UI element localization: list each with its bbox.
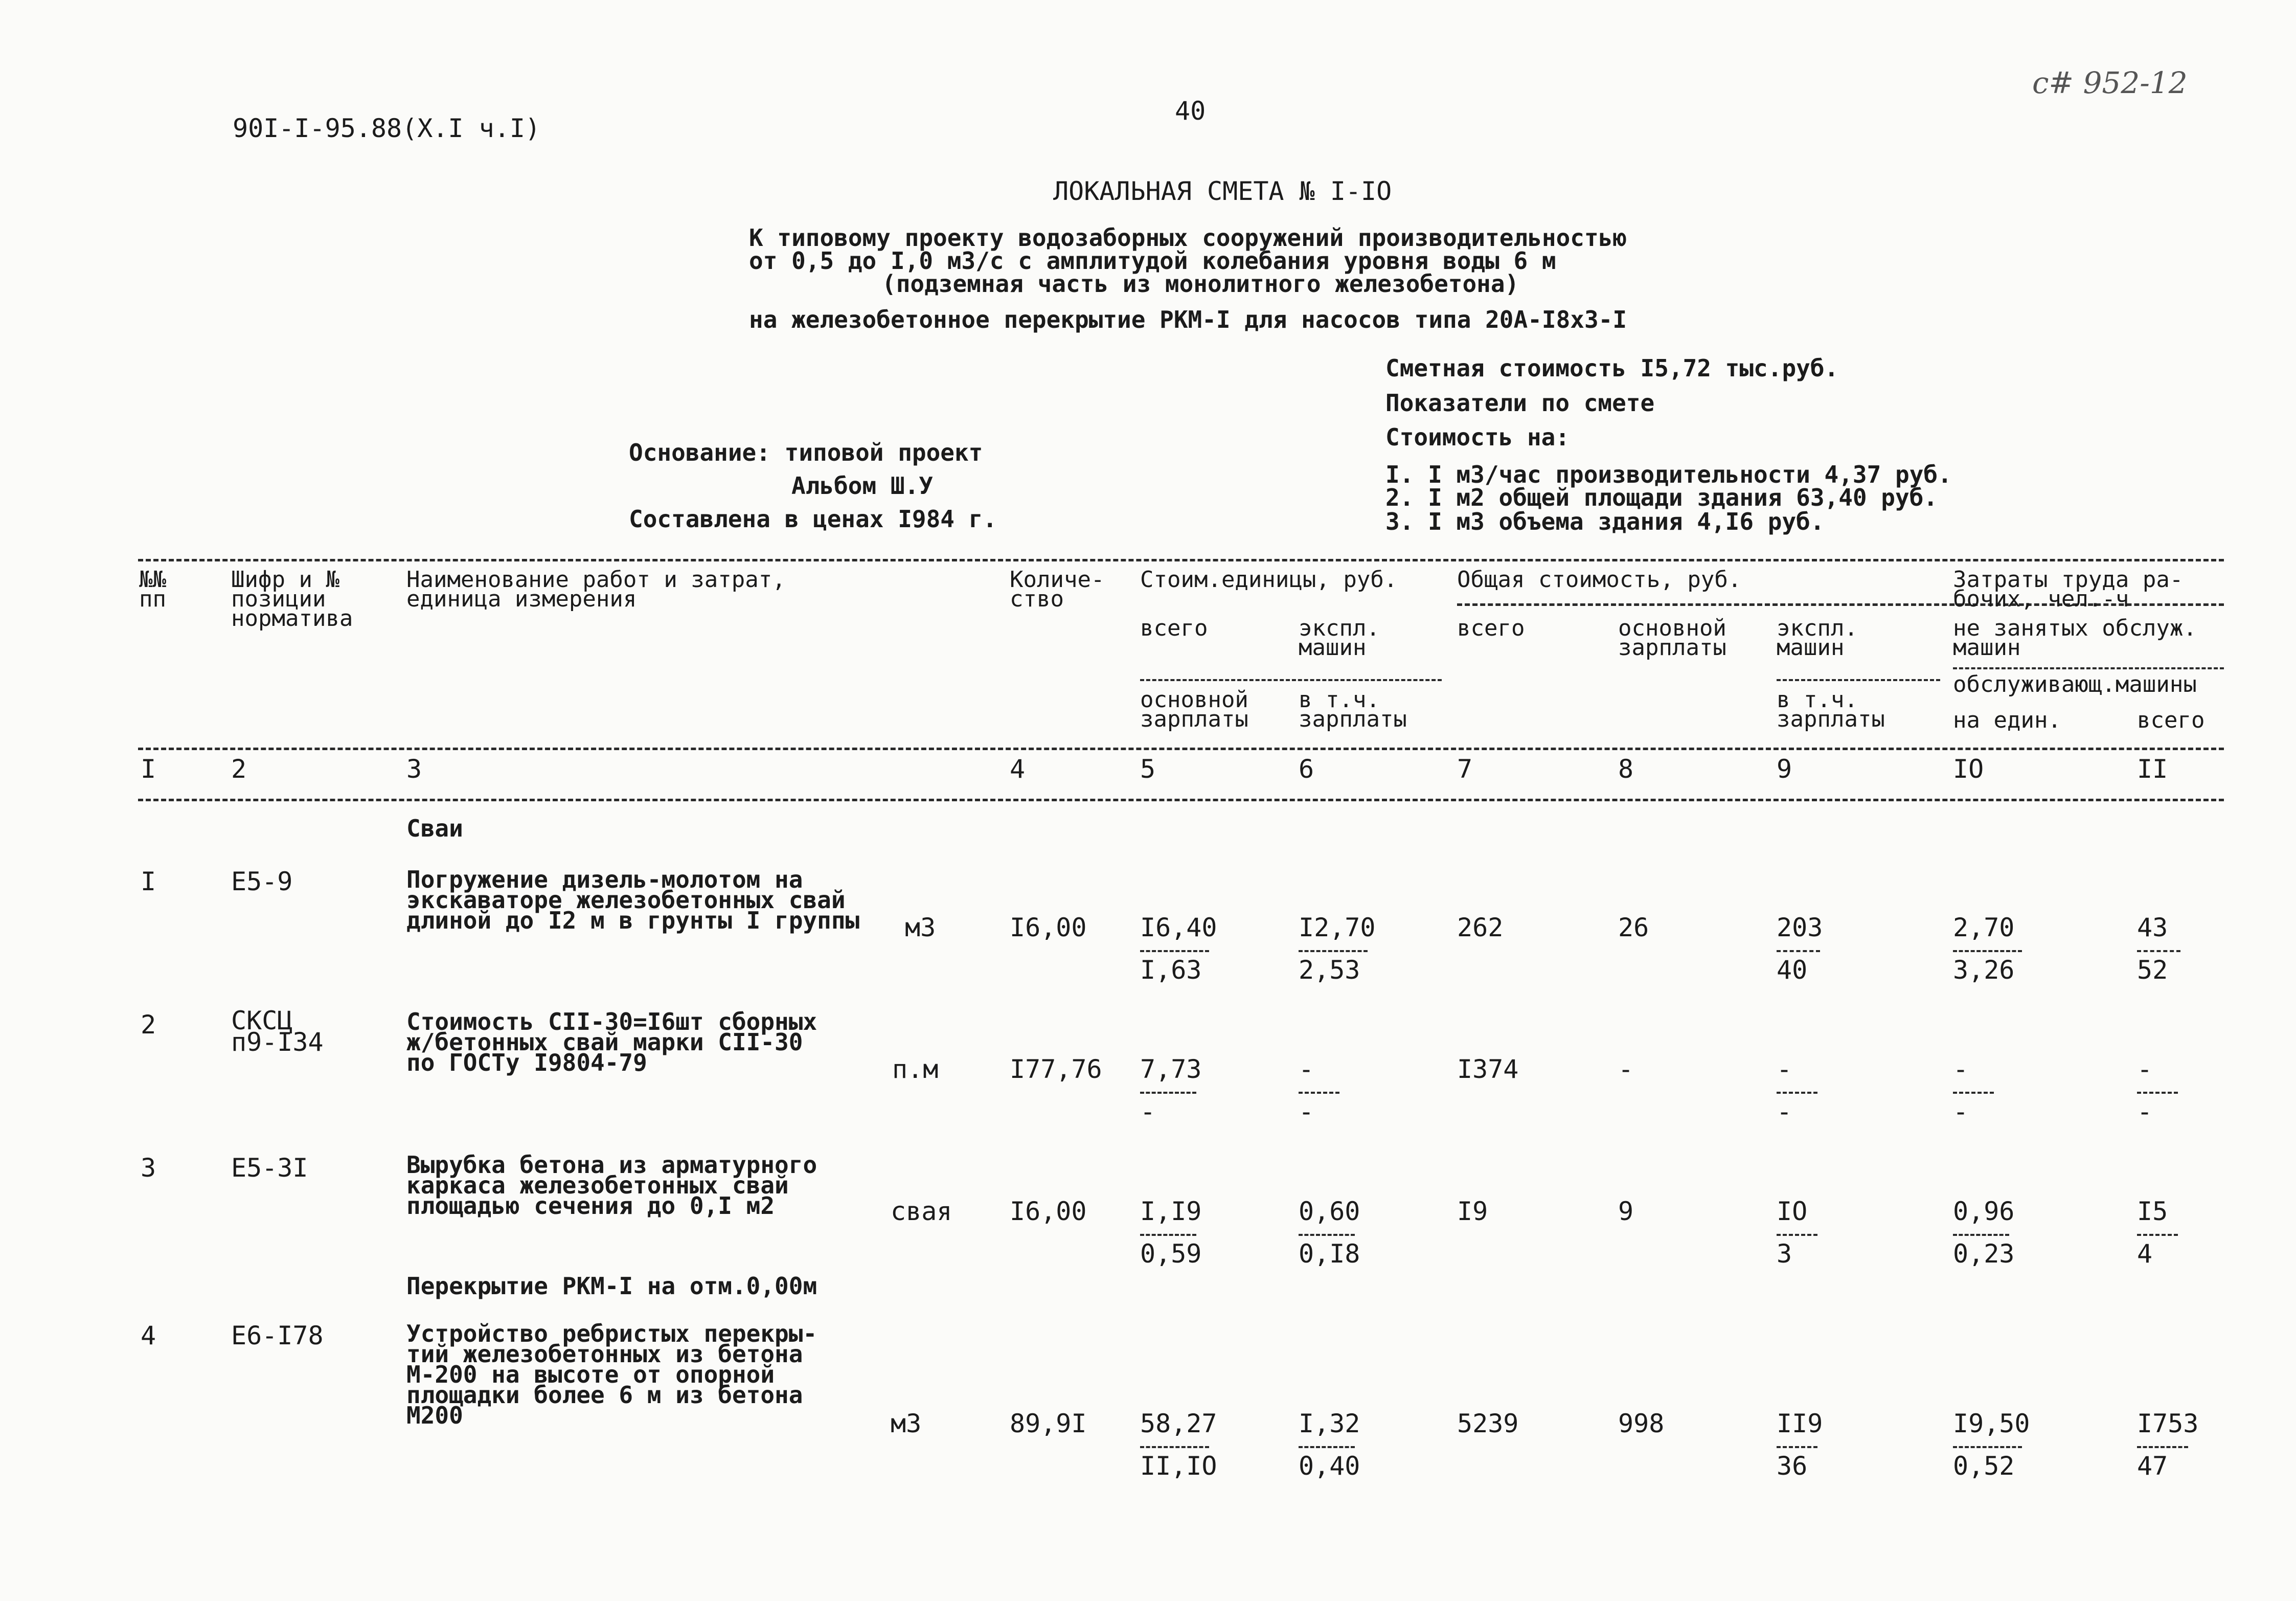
estimate-title: ЛОКАЛЬНАЯ СМЕТА № I-IO (1053, 176, 1392, 206)
labor-service-unit: 0,23 (1953, 1239, 2015, 1269)
fraction-rule (1953, 950, 2022, 952)
unit-cost-total: I,I9 (1140, 1197, 1202, 1226)
row-work-name: Погружение дизель-молотом на экскаваторе железобетонных свай длиной до I2 м в грунты I группы (406, 866, 860, 934)
total-cost: I374 (1457, 1054, 1519, 1084)
row-quantity: I6,00 (1010, 1197, 1087, 1226)
page-number: 40 (1175, 96, 1206, 126)
indicator-item-3: 3. I м3 объема здания 4,I6 руб. (1385, 508, 1825, 535)
section-title-slab: Перекрытие РКМ-I на отм.0,00м (406, 1272, 817, 1300)
column-index: IO (1953, 754, 1984, 784)
header-mid-rule (138, 748, 2224, 750)
fraction-rule (2137, 1446, 2188, 1448)
fraction-rule (1299, 1234, 1355, 1236)
labor-service-unit: 0,52 (1953, 1451, 2015, 1481)
fraction-rule (1953, 1092, 1994, 1094)
total-wage: 26 (1618, 913, 1649, 942)
unit-cost-wage: - (1140, 1097, 1156, 1126)
total-machine: II9 (1777, 1409, 1823, 1438)
basis-line-3: Составлена в ценах I984 г. (629, 505, 997, 533)
indicator-item-2: 2. I м2 общей площади здания 63,40 руб. (1385, 484, 1938, 511)
fraction-rule (1299, 950, 1368, 952)
header-labor-unit: на един. (1953, 707, 2061, 733)
header-labor-rule (1953, 667, 2224, 669)
column-index: 3 (406, 754, 422, 784)
header-unit-incl-wage: в т.ч. зарплаты (1299, 687, 1407, 732)
unit-cost-total: 58,27 (1140, 1409, 1217, 1438)
unit-cost-total: 7,73 (1140, 1054, 1202, 1084)
row-quantity: I77,76 (1010, 1054, 1102, 1084)
unit-cost-incl-wage: - (1299, 1097, 1314, 1126)
column-index: I (141, 754, 156, 784)
row-work-name: Устройство ребристых перекры- тий железобетонных из бетона М-200 на высоте от опорной площадки более 6 м из бетона М200 (406, 1320, 817, 1429)
fraction-rule (1953, 1446, 2022, 1448)
row-number: 3 (141, 1153, 156, 1183)
indicators-label: Показатели по смете (1385, 389, 1655, 417)
fraction-rule (2137, 950, 2180, 952)
labor-per-unit: I9,50 (1953, 1409, 2030, 1438)
header-unit-cost: Стоим.единицы, руб. (1140, 567, 1398, 593)
row-number: I (141, 867, 156, 896)
total-incl-wage: 40 (1777, 955, 1808, 985)
handwritten-reference: с# 952-12 (2032, 65, 2188, 100)
labor-total: 43 (2137, 913, 2168, 942)
header-total-all: всего (1457, 615, 1525, 641)
column-index: 5 (1140, 754, 1156, 784)
column-index: II (2137, 754, 2168, 784)
row-unit: м3 (891, 1409, 922, 1438)
labor-service-total: 47 (2137, 1451, 2168, 1481)
total-machine: - (1777, 1054, 1792, 1084)
labor-per-unit: 0,96 (1953, 1197, 2015, 1226)
fraction-rule (1953, 1234, 2009, 1236)
row-code: Е5-3I (231, 1153, 308, 1183)
fraction-rule (1140, 1092, 1196, 1094)
unit-cost-total: I6,40 (1140, 913, 1217, 942)
row-unit: п.м (892, 1054, 939, 1084)
basis-line-2: Альбом Ш.У (791, 472, 933, 500)
unit-cost-machine: - (1299, 1054, 1314, 1084)
unit-cost-wage: 0,59 (1140, 1239, 1202, 1269)
unit-cost-incl-wage: 0,40 (1299, 1451, 1360, 1481)
header-total-incl-wage: в т.ч. зарплаты (1777, 687, 1885, 732)
header-unit-total: всего (1140, 615, 1208, 641)
document-code: 90I-I-95.88(X.I ч.I) (233, 114, 541, 143)
total-incl-wage: 3 (1777, 1239, 1792, 1269)
total-incl-wage: 36 (1777, 1451, 1808, 1481)
labor-per-unit: 2,70 (1953, 913, 2015, 942)
fraction-rule (1777, 950, 1820, 952)
total-machine: 203 (1777, 913, 1823, 942)
row-unit: свая (891, 1197, 952, 1226)
total-machine: IO (1777, 1197, 1808, 1226)
fraction-rule (1299, 1092, 1339, 1094)
title-line-1: К типовому проекту водозаборных сооружений производительностью (749, 224, 1627, 252)
title-line-4: на железобетонное перекрытие РКМ-I для насосов типа 20А-I8х3-I (749, 306, 1627, 333)
header-top-rule (138, 559, 2224, 561)
row-work-name: Вырубка бетона из арматурного каркаса железобетонных свай площадью сечения до 0,I м2 (406, 1151, 817, 1220)
header-col-number: №№ пп (139, 567, 166, 612)
fraction-rule (1299, 1446, 1355, 1448)
labor-total: I753 (2137, 1409, 2199, 1438)
fraction-rule (2137, 1234, 2178, 1236)
row-work-name: Стоимость СII-30=I6шт сборных ж/бетонных свай марки СII-30 по ГОСТу I9804-79 (406, 1008, 817, 1076)
header-total-wage: основной зарплаты (1618, 615, 1726, 661)
header-labor: Затраты труда ра- бочих, чел.-ч (1953, 567, 2184, 612)
unit-cost-wage: I,63 (1140, 955, 1202, 985)
row-number: 2 (141, 1010, 156, 1040)
unit-cost-incl-wage: 0,I8 (1299, 1239, 1360, 1269)
total-wage: 9 (1618, 1197, 1634, 1226)
header-labor-total: всего (2137, 707, 2205, 733)
fraction-rule (1777, 1092, 1817, 1094)
labor-service-unit: - (1953, 1097, 1969, 1126)
row-code: Е6-I78 (231, 1321, 324, 1350)
estimate-cost: Сметная стоимость I5,72 тыс.руб. (1385, 354, 1839, 382)
header-total-cost: Общая стоимость, руб. (1457, 567, 1742, 593)
column-index: 7 (1457, 754, 1473, 784)
fraction-rule (1140, 1446, 1209, 1448)
unit-cost-wage: II,IO (1140, 1451, 1217, 1481)
section-title-piles: Сваи (406, 815, 463, 842)
total-cost: I9 (1457, 1197, 1488, 1226)
column-index: 8 (1618, 754, 1634, 784)
basis-line-1: Основание: типовой проект (629, 439, 983, 466)
labor-service-unit: 3,26 (1953, 955, 2015, 985)
fraction-rule (1140, 950, 1209, 952)
total-incl-wage: - (1777, 1097, 1792, 1126)
header-labor-service: обслуживающ.машины (1953, 671, 2197, 697)
header-machine-rule (1777, 679, 1940, 681)
indicator-item-1: I. I м3/час производительности 4,37 руб. (1385, 461, 1952, 488)
header-col-quantity: Количе- ство (1010, 567, 1105, 612)
row-unit: м3 (905, 913, 936, 942)
labor-service-total: 4 (2137, 1239, 2153, 1269)
header-unit-machine: экспл. машин (1299, 615, 1380, 661)
header-col-code: Шифр и № позиции норматива (231, 567, 353, 632)
labor-per-unit: - (1953, 1054, 1969, 1084)
labor-service-total: 52 (2137, 955, 2168, 985)
column-index: 6 (1299, 754, 1314, 784)
header-unit-rule (1140, 679, 1442, 681)
unit-cost-incl-wage: 2,53 (1299, 955, 1360, 985)
labor-service-total: - (2137, 1097, 2153, 1126)
fraction-rule (2137, 1092, 2178, 1094)
total-wage: - (1618, 1054, 1634, 1084)
column-index: 2 (231, 754, 247, 784)
title-line-3: (подземная часть из монолитного железобетона) (882, 270, 1519, 298)
total-cost: 5239 (1457, 1409, 1519, 1438)
unit-cost-machine: 0,60 (1299, 1197, 1360, 1226)
column-index: 4 (1010, 754, 1026, 784)
row-quantity: 89,9I (1010, 1409, 1087, 1438)
title-line-2: от 0,5 до I,0 м3/с с амплитудой колебания уровня воды 6 м (749, 247, 1556, 275)
fraction-rule (1777, 1234, 1817, 1236)
unit-cost-machine: I2,70 (1299, 913, 1376, 942)
cost-per-label: Стоимость на: (1385, 423, 1570, 451)
header-total-machine: экспл. машин (1777, 615, 1858, 661)
column-index: 9 (1777, 754, 1792, 784)
unit-cost-machine: I,32 (1299, 1409, 1360, 1438)
labor-total: I5 (2137, 1197, 2168, 1226)
header-unit-wage: основной зарплаты (1140, 687, 1248, 732)
header-bottom-rule (138, 799, 2224, 801)
row-number: 4 (141, 1321, 156, 1350)
header-labor-not-engaged: не занятых обслуж. машин (1953, 615, 2197, 661)
row-code: Е5-9 (231, 867, 293, 896)
total-cost: 262 (1457, 913, 1504, 942)
row-quantity: I6,00 (1010, 913, 1087, 942)
labor-total: - (2137, 1054, 2153, 1084)
header-col-name: Наименование работ и затрат, единица измерения (406, 567, 786, 612)
fraction-rule (1777, 1446, 1817, 1448)
total-wage: 998 (1618, 1409, 1665, 1438)
fraction-rule (1140, 1234, 1196, 1236)
row-code: СКСЦ п9-I34 (231, 1006, 324, 1057)
